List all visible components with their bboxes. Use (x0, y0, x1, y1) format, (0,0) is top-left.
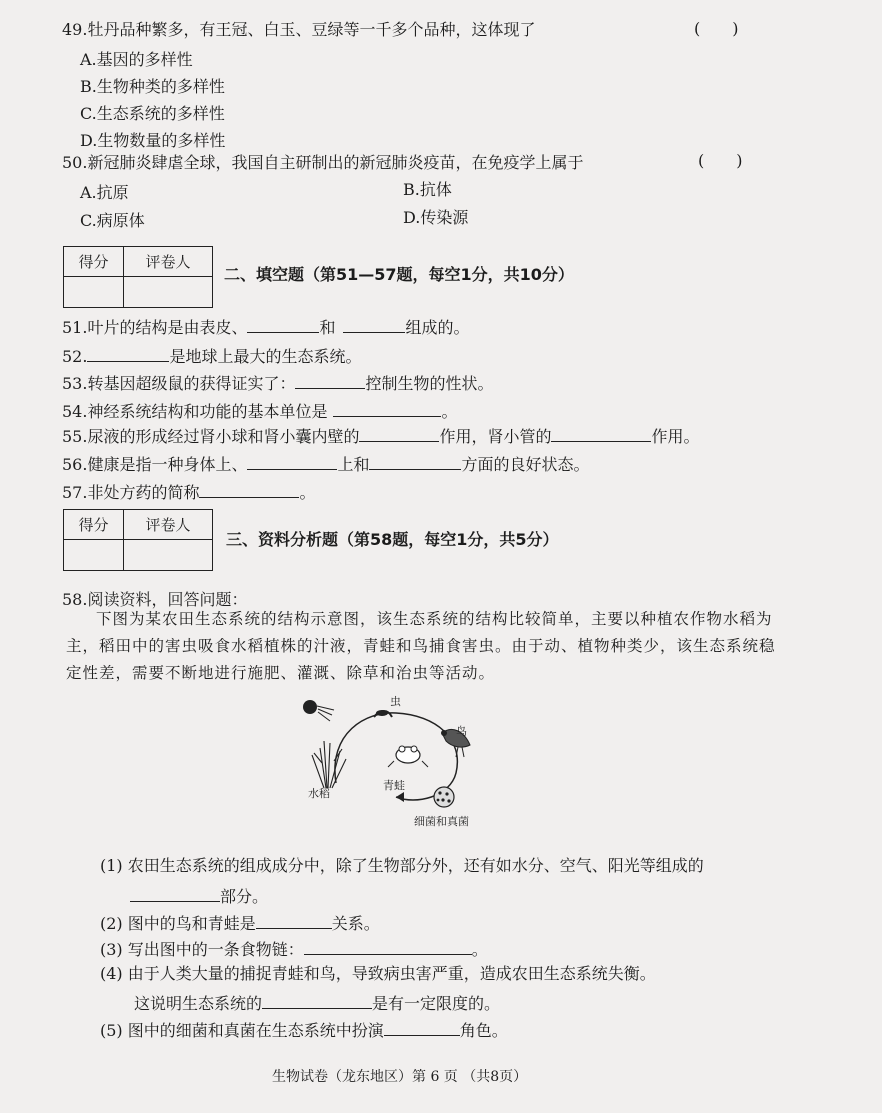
q55-blank-2[interactable] (551, 425, 651, 442)
q53-text-a: 53.转基因超级鼠的获得证实了： (62, 374, 296, 393)
grader-cell (123, 540, 212, 571)
q53-blank-1[interactable] (295, 372, 365, 389)
q58-sub1-line1: (1) 农田生态系统的组成成分中，除了生物部分外，还有如水分、空气、阳光等组成的 (100, 856, 704, 875)
q57-blank-1[interactable] (199, 481, 299, 498)
q56 (62, 453, 589, 475)
q58-sub3-text: (3) 写出图中的一条食物链： (100, 940, 304, 959)
q56-text-b: 上和 (337, 455, 370, 474)
q51-text-b: 和 (319, 318, 336, 337)
q54 (62, 400, 457, 422)
q54-blank-1[interactable] (333, 400, 441, 417)
q52-text-a: 52. (62, 347, 88, 366)
q58-sub2 (100, 912, 380, 934)
q58-sub5 (100, 1019, 508, 1041)
q58-sub1-tail: 部分。 (220, 887, 269, 906)
q58-sub2-text: (2) 图中的鸟和青蛙是 (100, 914, 256, 933)
q58-sub4-line1: (4) 由于人类大量的捕捉青蛙和鸟，导致病虫害严重，造成农田生态系统失衡。 (100, 964, 656, 983)
q51-blank-2[interactable] (343, 316, 405, 333)
q51-text-a: 51.叶片的结构是由表皮、 (62, 318, 248, 337)
insect-icon (374, 710, 392, 717)
score-box-section3 (63, 509, 213, 571)
q58-passage: 下图为某农田生态系统的结构示意图，该生态系统的结构比较简单，主要以种植农作物水稻为主，稻田中的害虫吸食水稻植株的汁液，青蛙和鸟捕食害虫。由于动、植物种类少，该生态系统稳定性差，需要不断地进行施肥、灌溉、除草和治虫等活动。 (66, 610, 776, 682)
label-bird: 鸟 (456, 725, 467, 738)
q56-blank-2[interactable] (369, 453, 461, 470)
q49-option-a: A.基因的多样性 (80, 50, 193, 69)
q57-text-a: 57.非处方药的简称 (62, 483, 200, 502)
q58-sub3 (100, 938, 488, 960)
q58-sub3-tail: 。 (471, 940, 488, 959)
q58-sub2-blank[interactable] (256, 912, 332, 929)
q58-sub2-tail: 关系。 (331, 914, 380, 933)
q49-answer-paren: ( ) (694, 19, 739, 38)
rice-plant-icon (312, 741, 346, 788)
q58-sub4-blank[interactable] (262, 992, 372, 1009)
q56-blank-1[interactable] (247, 453, 337, 470)
q53 (62, 372, 493, 394)
q58-sub4-tail: 是有一定限度的。 (372, 994, 501, 1013)
q58-intro: 58.阅读资料，回答问题： (62, 590, 248, 609)
q50-option-c: C.病原体 (80, 211, 145, 230)
score-header: 得分 (64, 510, 124, 540)
q57 (62, 481, 315, 503)
q58-sub1-blank[interactable] (130, 885, 220, 902)
q51 (62, 316, 469, 338)
q57-text-b: 。 (299, 483, 316, 502)
score-cell (64, 540, 124, 571)
grader-cell (123, 277, 212, 308)
q58-sub5-text: (5) 图中的细菌和真菌在生态系统中扮演 (100, 1021, 384, 1040)
q49-option-b: B.生物种类的多样性 (80, 77, 225, 96)
q49-option-c: C.生态系统的多样性 (80, 104, 225, 123)
label-rice: 水稻 (308, 787, 330, 800)
section2-title: 二、填空题（第51—57题，每空1分，共10分） (224, 265, 574, 284)
score-header: 得分 (64, 247, 124, 277)
q52-text-b: 是地球上最大的生态系统。 (169, 347, 362, 366)
page-footer: 生物试卷（龙东地区）第 6 页 （共8页） (272, 1069, 528, 1085)
q58-sub1-line2 (130, 885, 268, 907)
q50-answer-paren: ( ) (698, 151, 743, 170)
bacteria-fungi-icon (434, 787, 454, 807)
q49-stem: 49.牡丹品种繁多，有王冠、白玉、豆绿等一千多个品种，这体现了 (62, 20, 536, 39)
q51-text-c: 组成的。 (405, 318, 470, 337)
q56-text-c: 方面的良好状态。 (461, 455, 590, 474)
q58-sub5-blank[interactable] (384, 1019, 460, 1036)
farmland-ecosystem-figure (296, 693, 496, 823)
q49-option-d: D.生物数量的多样性 (80, 131, 226, 150)
q55-blank-1[interactable] (359, 425, 439, 442)
q58-sub4-text: 这说明生态系统的 (134, 994, 263, 1013)
grader-header: 评卷人 (123, 510, 212, 540)
q54-text-b: 。 (441, 402, 458, 421)
q52-blank-1[interactable] (87, 345, 169, 362)
q51-blank-1[interactable] (247, 316, 319, 333)
label-insect: 虫 (390, 695, 401, 708)
score-box-section2 (63, 246, 213, 308)
grader-header: 评卷人 (123, 247, 212, 277)
q55 (62, 425, 699, 447)
frog-icon (388, 746, 428, 767)
label-frog: 青蛙 (383, 779, 405, 792)
q54-text-a: 54.神经系统结构和功能的基本单位是 (62, 402, 328, 421)
q52 (62, 345, 361, 367)
q55-text-b: 作用，肾小管的 (439, 427, 552, 446)
q58-sub5-tail: 角色。 (459, 1021, 508, 1040)
q55-text-a: 55.尿液的形成经过肾小球和肾小囊内壁的 (62, 427, 360, 446)
label-microbes: 细菌和真菌 (414, 815, 469, 828)
sun-icon (303, 700, 334, 721)
q58-sub4-line2 (134, 992, 500, 1014)
q55-text-c: 作用。 (651, 427, 700, 446)
section3-title: 三、资料分析题（第58题，每空1分，共5分） (226, 530, 559, 549)
q53-text-b: 控制生物的性状。 (365, 374, 494, 393)
q56-text-a: 56.健康是指一种身体上、 (62, 455, 248, 474)
q50-option-d: D.传染源 (403, 208, 469, 227)
q58-sub3-blank[interactable] (304, 938, 472, 955)
q50-stem: 50.新冠肺炎肆虐全球，我国自主研制出的新冠肺炎疫苗，在免疫学上属于 (62, 153, 584, 172)
q50-option-b: B.抗体 (403, 180, 452, 199)
score-cell (64, 277, 124, 308)
q50-option-a: A.抗原 (80, 183, 129, 202)
